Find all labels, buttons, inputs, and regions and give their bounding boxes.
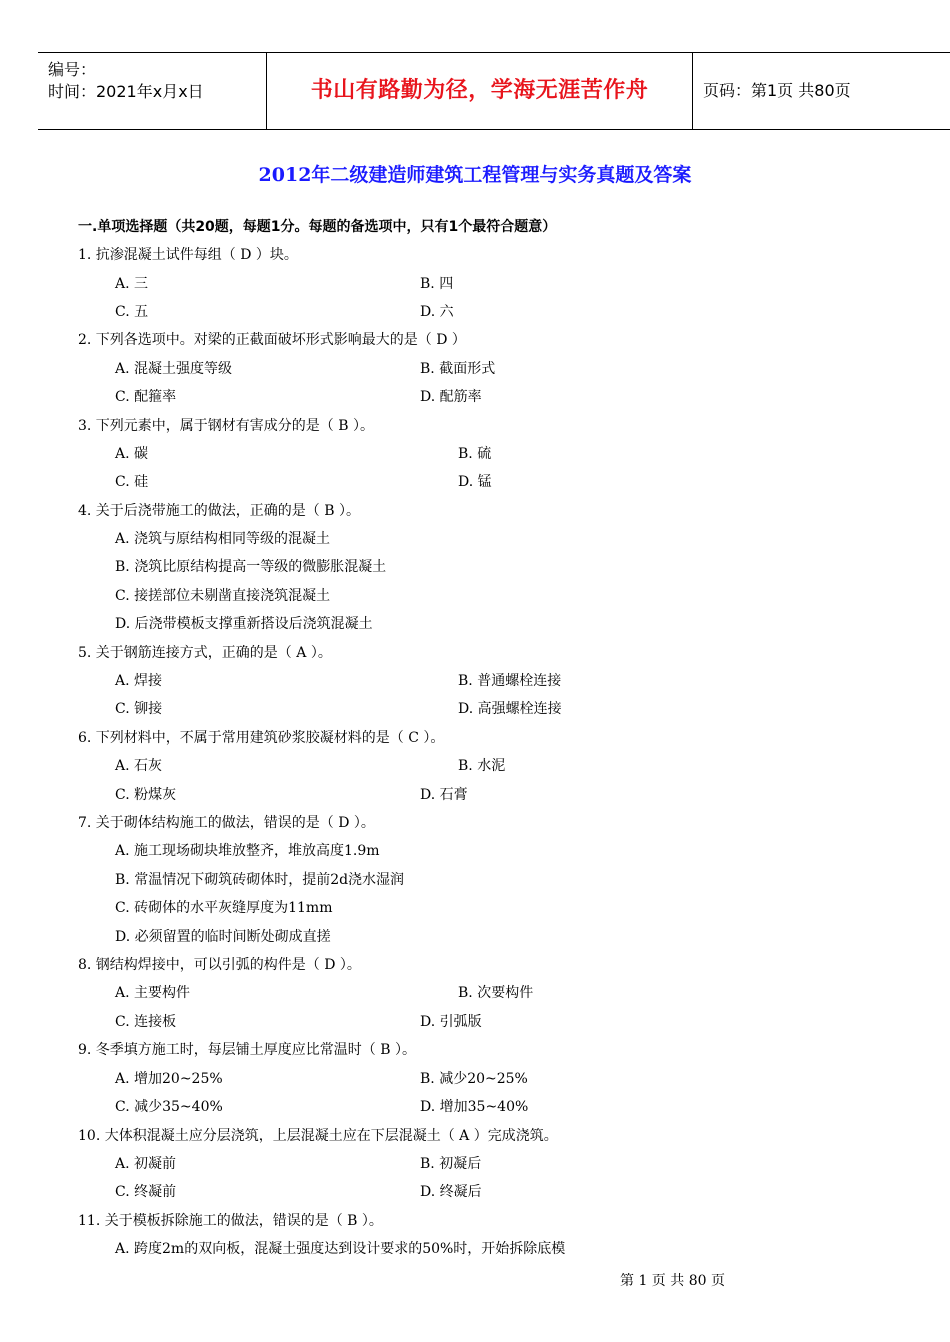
option-4b: B. 浇筑比原结构提高一等级的微膨胀混凝土	[115, 559, 387, 575]
page-footer: 第 1 页 共 80 页	[620, 1273, 725, 1289]
option-9a: A. 增加20~25%	[115, 1071, 223, 1087]
header-info-cell	[38, 53, 267, 129]
option-9d: D. 增加35~40%	[420, 1099, 529, 1115]
option-4d: D. 后浇带模板支撑重新搭设后浇筑混凝土	[115, 616, 373, 632]
option-5a: A. 焊接	[115, 673, 163, 689]
option-2d: D. 配筋率	[420, 389, 482, 405]
question-4: 4. 关于后浇带施工的做法，正确的是（ B ）。	[78, 503, 360, 519]
option-6b: B. 水泥	[458, 758, 506, 774]
option-2c: C. 配箍率	[115, 389, 177, 405]
option-10a: A. 初凝前	[115, 1156, 177, 1172]
option-1d: D. 六	[420, 304, 454, 320]
option-4a: A. 浇筑与原结构相同等级的混凝土	[115, 531, 331, 547]
option-8b: B. 次要构件	[458, 985, 534, 1001]
option-9b: B. 减少20~25%	[420, 1071, 528, 1087]
section-heading: 一.单项选择题（共20题，每题1分。每题的备选项中，只有1个最符合题意）	[78, 219, 557, 235]
option-10c: C. 终凝前	[115, 1184, 177, 1200]
option-4c: C. 接搓部位未剔凿直接浇筑混凝土	[115, 588, 331, 604]
option-9c: C. 减少35~40%	[115, 1099, 223, 1115]
document-title: 2012年二级建造师建筑工程管理与实务真题及答案	[258, 164, 692, 186]
header-motto: 书山有路勤为径，学海无涯苦作舟	[267, 53, 693, 129]
question-11: 11. 关于模板拆除施工的做法，错误的是（ B ）。	[78, 1213, 383, 1229]
option-10d: D. 终凝后	[420, 1184, 482, 1200]
question-2: 2. 下列各选项中。对梁的正截面破坏形式影响最大的是（ D ）	[78, 332, 466, 348]
page-header	[38, 52, 950, 130]
question-1: 1. 抗渗混凝土试件每组（ D ）块。	[78, 247, 298, 263]
option-1a: A. 三	[115, 276, 149, 292]
option-1c: C. 五	[115, 304, 149, 320]
question-10: 10. 大体积混凝土应分层浇筑，上层混凝土应在下层混凝土（ A ）完成浇筑。	[78, 1128, 558, 1144]
option-5d: D. 高强螺栓连接	[458, 701, 562, 717]
option-7d: D. 必须留置的临时间断处砌成直搓	[115, 929, 331, 945]
option-1b: B. 四	[420, 276, 454, 292]
option-5c: C. 铆接	[115, 701, 163, 717]
question-3: 3. 下列元素中，属于钢材有害成分的是（ B ）。	[78, 418, 374, 434]
option-5b: B. 普通螺栓连接	[458, 673, 562, 689]
option-3a: A. 碳	[115, 446, 149, 462]
question-9: 9. 冬季填方施工时，每层铺土厚度应比常温时（ B ）。	[78, 1042, 416, 1058]
header-page-label: 页码：第1页 共80页	[703, 81, 851, 100]
question-6: 6. 下列材料中，不属于常用建筑砂浆胶凝材料的是（ C ）。	[78, 730, 445, 746]
option-7c: C. 砖砌体的水平灰缝厚度为11mm	[115, 900, 333, 916]
option-2b: B. 截面形式	[420, 361, 496, 377]
option-2a: A. 混凝土强度等级	[115, 361, 233, 377]
option-3c: C. 硅	[115, 474, 149, 490]
option-8c: C. 连接板	[115, 1014, 177, 1030]
option-6c: C. 粉煤灰	[115, 787, 177, 803]
option-3d: D. 锰	[458, 474, 492, 490]
option-11a: A. 跨度2m的双向板，混凝土强度达到设计要求的50%时，开始拆除底模	[115, 1241, 566, 1257]
option-6d: D. 石膏	[420, 787, 468, 803]
question-7: 7. 关于砌体结构施工的做法，错误的是（ D ）。	[78, 815, 375, 831]
question-5: 5. 关于钢筋连接方式，正确的是（ A ）。	[78, 645, 332, 661]
option-7b: B. 常温情况下砌筑砖砌体时，提前2d浇水湿润	[115, 872, 405, 888]
time-label: 时间：2021年x月x日	[48, 82, 204, 101]
option-6a: A. 石灰	[115, 758, 163, 774]
number-label: 编号：	[48, 60, 97, 79]
option-10b: B. 初凝后	[420, 1156, 482, 1172]
option-3b: B. 硫	[458, 446, 492, 462]
option-8a: A. 主要构件	[115, 985, 191, 1001]
question-8: 8. 钢结构焊接中，可以引弧的构件是（ D ）。	[78, 957, 361, 973]
option-7a: A. 施工现场砌块堆放整齐，堆放高度1.9m	[115, 843, 380, 859]
option-8d: D. 引弧版	[420, 1014, 482, 1030]
